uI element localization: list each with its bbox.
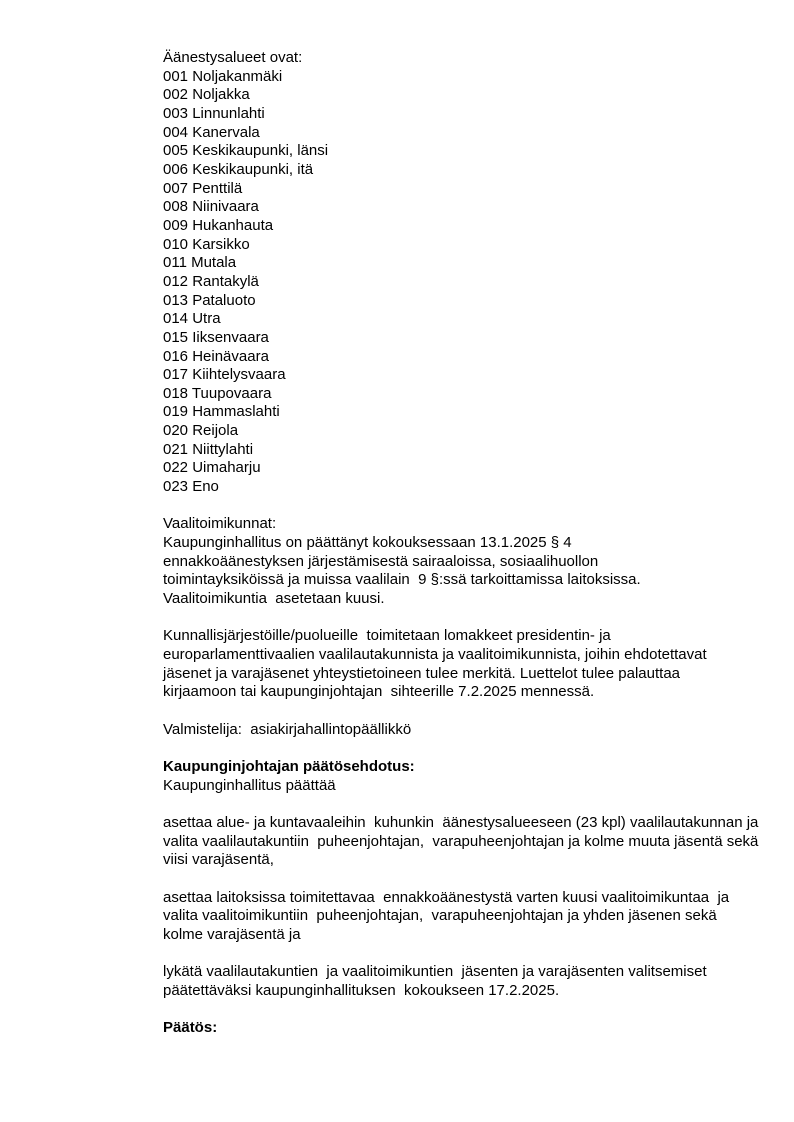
text-line: asettaa alue- ja kuntavaaleihin kuhunkin äänestysalueeseen (23 kpl) vaalilautakunnan ja	[163, 813, 759, 831]
paatosehdotus-heading	[163, 758, 783, 777]
voting-area-item: 019 Hammaslahti	[163, 403, 280, 421]
voting-area-item: 008 Niinivaara	[163, 198, 259, 216]
voting-area-item: 009 Hukanhauta	[163, 216, 274, 234]
lomakkeet-paragraph	[163, 627, 783, 702]
text-line: Vaalitoimikuntia asetetaan kuusi.	[163, 590, 385, 608]
text-line: kolme varajäsentä ja	[163, 925, 301, 943]
text-line: ennakkoäänestyksen järjestämisestä sairaaloissa, sosiaalihuollon	[163, 552, 599, 570]
paatos-heading	[163, 1019, 783, 1038]
voting-area-item: 014 Utra	[163, 310, 221, 328]
text-line: Kaupunginhallitus päättää	[163, 776, 336, 794]
text-line: Kaupunginhallitus on päättänyt kokouksessaan 13.1.2025 § 4	[163, 534, 572, 552]
lykata-paragraph	[163, 963, 783, 1000]
vaalitoimikunnat-paragraph	[163, 515, 783, 608]
voting-area-item: 007 Penttilä	[163, 179, 243, 197]
valmistelija-line	[163, 721, 783, 740]
voting-area-item: 004 Kanervala	[163, 123, 260, 141]
voting-area-item: 010 Karsikko	[163, 235, 250, 253]
voting-area-item: 006 Keskikaupunki, itä	[163, 160, 314, 178]
text-line: jäsenet ja varajäsenet yhteystietoineen tulee merkitä. Luettelot tulee palauttaa	[163, 664, 681, 682]
text-line: Kaupunginjohtajan päätösehdotus:	[163, 757, 415, 775]
text-line: toimintayksiköissä ja muissa vaalilain 9 §:ssä tarkoittamissa laitoksissa.	[163, 571, 641, 589]
voting-area-item: 003 Linnunlahti	[163, 104, 265, 122]
voting-area-item: 012 Rantakylä	[163, 272, 259, 290]
voting-area-item: 015 Iiksenvaara	[163, 328, 269, 346]
text-line: viisi varajäsentä,	[163, 851, 274, 869]
voting-area-item: 021 Niittylahti	[163, 440, 254, 458]
text-line: valita vaalitoimikuntiin puheenjohtajan, varapuheenjohtajan ja yhden jäsenen sekä	[163, 907, 717, 925]
voting-area-item: 023 Eno	[163, 478, 219, 496]
text-line: Valmistelija: asiakirjahallintopäällikkö	[163, 720, 412, 738]
voting-area-item: 005 Keskikaupunki, länsi	[163, 142, 329, 160]
voting-area-item: 020 Reijola	[163, 422, 239, 440]
voting-area-item: 013 Pataluoto	[163, 291, 256, 309]
voting-area-item: 022 Uimaharju	[163, 459, 261, 477]
text-line: valita vaalilautakuntiin puheenjohtajan, varapuheenjohtajan ja kolme muuta jäsentä sekä	[163, 832, 759, 850]
document-content	[163, 49, 783, 1038]
text-line: Päätös:	[163, 1019, 218, 1037]
text-line: lykätä vaalilautakuntien ja vaalitoimikuntien jäsenten ja varajäsenten valitsemiset	[163, 963, 707, 981]
voting-areas-heading: Äänestysalueet ovat:	[163, 49, 303, 66]
asettaa-vaalilautakunnat-paragraph	[163, 814, 783, 870]
voting-areas-list	[163, 49, 783, 497]
text-line: Kunnallisjärjestöille/puolueille toimitetaan lomakkeet presidentin- ja	[163, 627, 611, 645]
text-line: päätettäväksi kaupunginhallituksen kokoukseen 17.2.2025.	[163, 981, 560, 999]
text-line: europarlamenttivaalien vaalilautakunnista ja vaalitoimikunnista, joihin ehdotettavat	[163, 646, 707, 663]
text-line: asettaa laitoksissa toimitettavaa ennakkoäänestystä varten kuusi vaalitoimikuntaa ja	[163, 888, 730, 906]
text-line: kirjaamoon tai kaupunginjohtajan sihteerille 7.2.2025 mennessä.	[163, 683, 595, 701]
voting-area-item: 001 Noljakanmäki	[163, 67, 283, 85]
voting-area-item: 002 Noljakka	[163, 86, 250, 104]
voting-area-item: 011 Mutala	[163, 254, 237, 272]
voting-area-item: 018 Tuupovaara	[163, 384, 272, 402]
voting-area-item: 016 Heinävaara	[163, 347, 269, 365]
paattaa-line	[163, 777, 783, 796]
voting-area-item: 017 Kiihtelysvaara	[163, 366, 286, 384]
asettaa-vaalitoimikunnat-paragraph	[163, 889, 783, 945]
text-line: Vaalitoimikunnat:	[163, 515, 277, 533]
